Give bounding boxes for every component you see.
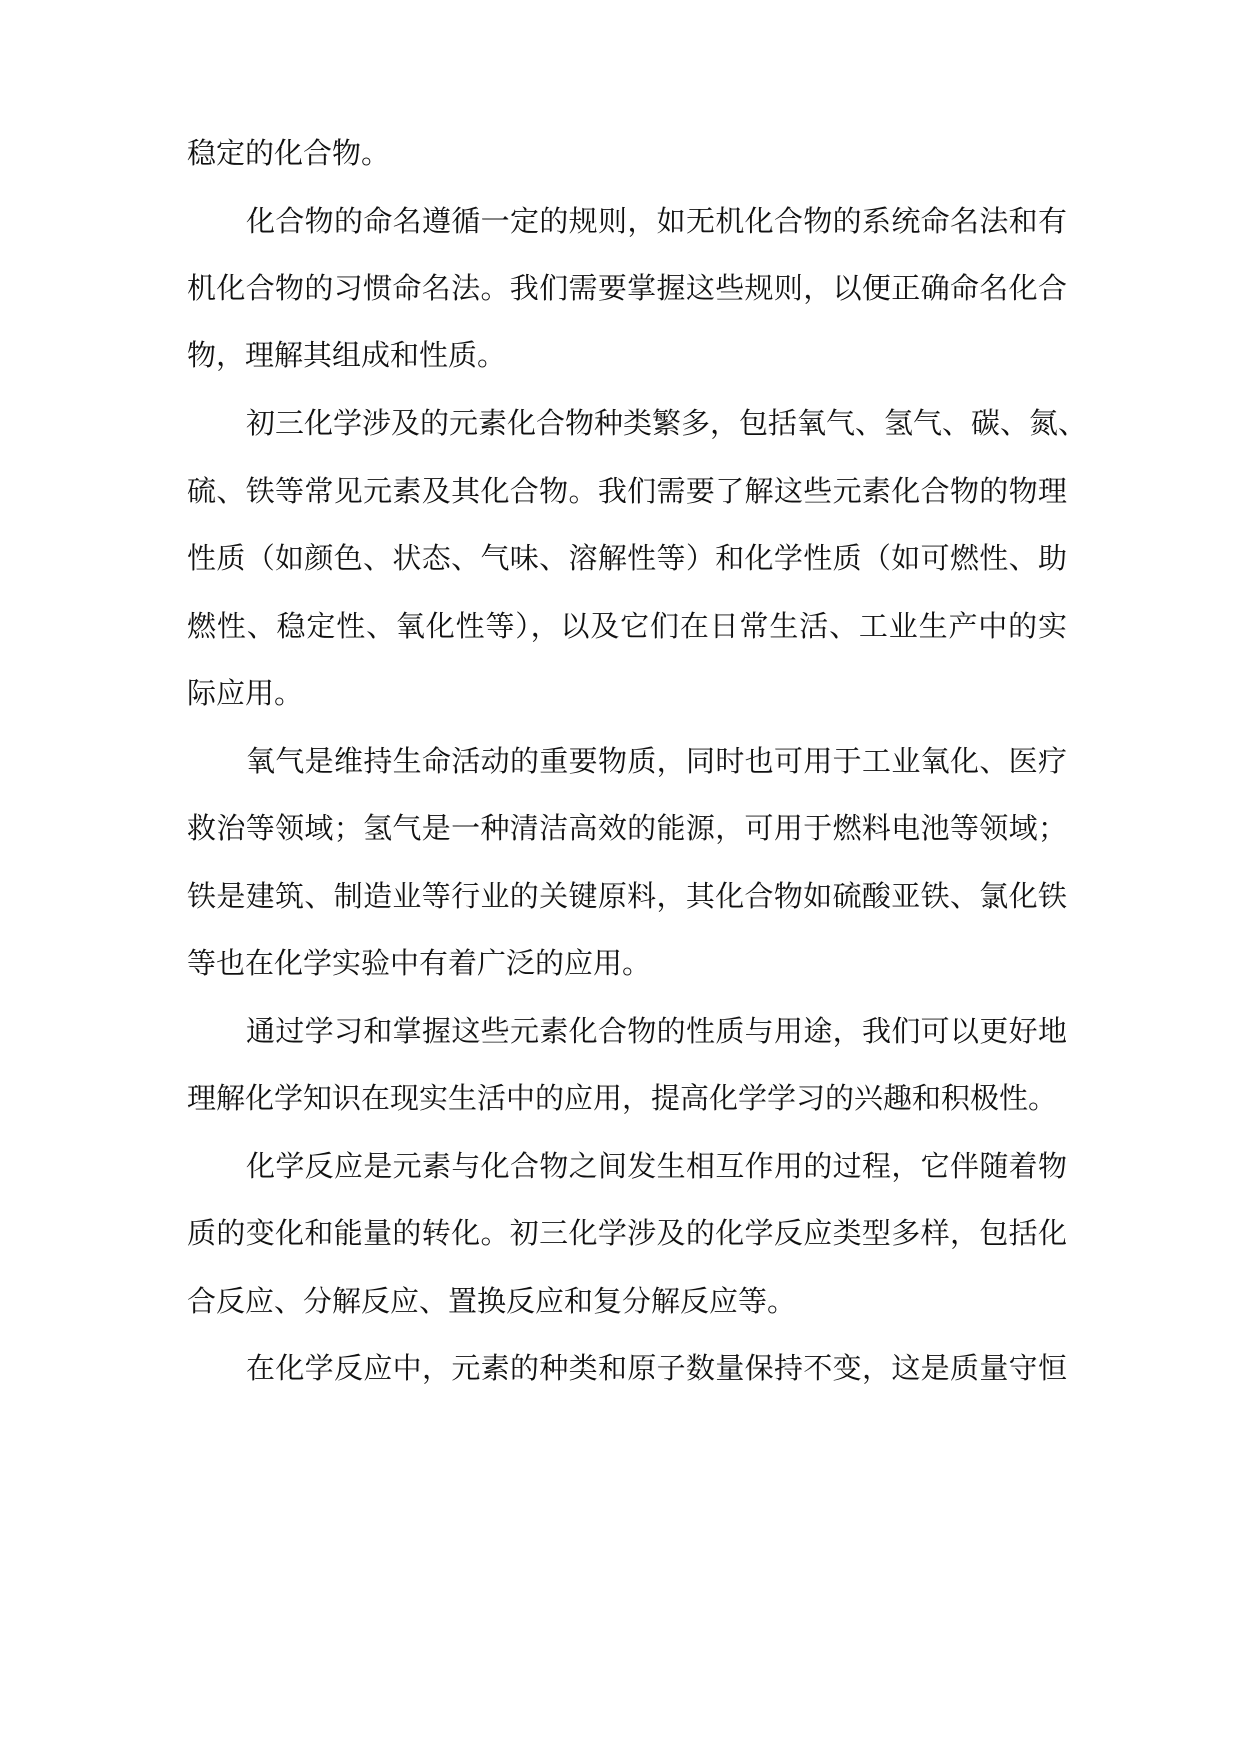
- text-line: 性质（如颜色、状态、气味、溶解性等）和化学性质（如可燃性、助: [187, 541, 1067, 575]
- text-line: 际应用。: [187, 676, 304, 710]
- text-line: 氧气是维持生命活动的重要物质，同时也可用于工业氧化、医疗: [246, 744, 1067, 778]
- text-line: 化学反应是元素与化合物之间发生相互作用的过程，它伴随着物: [246, 1149, 1067, 1183]
- text-line: 合反应、分解反应、置换反应和复分解反应等。: [187, 1284, 797, 1318]
- text-line: 稳定的化合物。: [187, 136, 391, 170]
- text-line: 物，理解其组成和性质。: [187, 338, 507, 372]
- text-line: 燃性、稳定性、氧化性等），以及它们在日常生活、工业生产中的实: [187, 609, 1067, 643]
- text-line: 在化学反应中，元素的种类和原子数量保持不变，这是质量守恒: [246, 1351, 1067, 1385]
- text-line: 铁是建筑、制造业等行业的关键原料，其化合物如硫酸亚铁、氯化铁: [187, 879, 1067, 913]
- text-line: 化合物的命名遵循一定的规则，如无机化合物的系统命名法和有: [246, 204, 1067, 238]
- text-line: 机化合物的习惯命名法。我们需要掌握这些规则，以便正确命名化合: [187, 271, 1067, 305]
- text-line: 初三化学涉及的元素化合物种类繁多，包括氧气、氢气、碳、氮、: [246, 406, 1088, 440]
- text-line: 理解化学知识在现实生活中的应用，提高化学学习的兴趣和积极性。: [187, 1081, 1058, 1115]
- text-line: 等也在化学实验中有着广泛的应用。: [187, 946, 652, 980]
- text-line: 硫、铁等常见元素及其化合物。我们需要了解这些元素化合物的物理: [187, 474, 1067, 508]
- text-line: 通过学习和掌握这些元素化合物的性质与用途，我们可以更好地: [246, 1014, 1067, 1048]
- text-line: 救治等领域；氢气是一种清洁高效的能源，可用于燃料电池等领域；: [187, 811, 1067, 845]
- text-line: 质的变化和能量的转化。初三化学涉及的化学反应类型多样，包括化: [187, 1216, 1067, 1250]
